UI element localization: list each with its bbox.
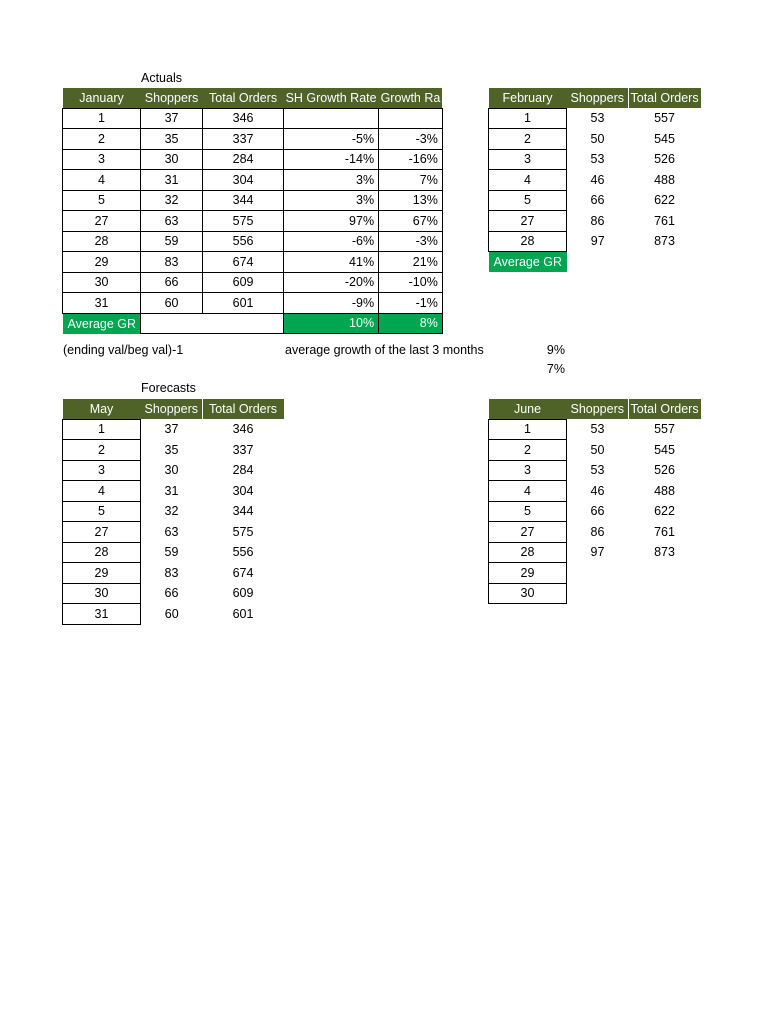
shoppers-cell: 31 [141,170,203,191]
header-total-orders: Total Orders [629,399,701,419]
to-growth-cell [379,108,443,129]
day-cell: 5 [63,190,141,211]
shoppers-cell: 32 [141,190,203,211]
day-cell: 3 [63,460,141,481]
total-orders-cell: 284 [203,149,284,170]
sh-growth-cell: 3% [284,190,379,211]
day-cell: 3 [489,460,567,481]
total-orders-cell: 761 [654,213,675,228]
day-cell: 28 [489,231,567,252]
to-growth-cell: -3% [379,129,443,150]
total-orders-cell: 526 [654,152,675,167]
total-orders-cell: 545 [654,442,675,457]
table-row [489,190,701,211]
total-orders-cell: 556 [232,545,254,560]
to-growth-cell: -1% [379,293,443,314]
shoppers-cell: 53 [590,111,605,126]
avg-growth-label: average growth of the last 3 months [285,343,484,357]
table-row [63,211,443,232]
header-growth-rate: Growth Ra [379,88,443,108]
shoppers-cell: 50 [590,131,605,146]
table-row [63,252,443,273]
day-cell: 1 [489,419,567,440]
shoppers-cell: 53 [590,152,605,167]
table-row [63,563,284,584]
header-month: May [63,399,141,419]
total-orders-cell: 556 [203,231,284,252]
table-row [489,542,701,563]
table-row [489,231,701,252]
table-row [489,501,701,522]
header-month: January [63,88,141,108]
table-row [63,190,443,211]
total-orders-cell [629,583,701,604]
to-growth-cell: 21% [379,252,443,273]
table-row [63,129,443,150]
average-sh-growth: 10% [284,313,379,334]
day-cell: 30 [489,583,567,604]
average-empty-cell [141,313,284,334]
total-orders-cell: 761 [654,524,675,539]
shoppers-cell: 35 [164,442,179,457]
shoppers-cell: 83 [164,565,179,580]
header-total-orders: Total Orders [629,88,701,108]
total-orders-cell: 557 [654,111,675,126]
header-month: June [489,399,567,419]
day-cell: 4 [489,481,567,502]
to-growth-cell: -3% [379,231,443,252]
shoppers-cell: 53 [590,463,605,478]
table-row [489,129,701,150]
total-orders-cell: 873 [654,234,675,249]
table-row [63,583,284,604]
day-cell: 28 [63,542,141,563]
total-orders-cell [629,563,701,584]
avg-growth-value-2: 7% [546,362,565,376]
total-orders-cell: 601 [203,293,284,314]
table-row [63,293,443,314]
shoppers-cell: 60 [164,606,179,621]
shoppers-cell: 83 [141,252,203,273]
to-growth-cell: 7% [379,170,443,191]
table-row [63,440,284,461]
day-cell: 30 [63,583,141,604]
total-orders-cell: 873 [654,545,675,560]
february-table [488,88,701,272]
table-row [489,440,701,461]
shoppers-cell: 50 [590,442,605,457]
shoppers-cell: 97 [590,234,605,249]
average-gr-label: Average GR [489,252,567,272]
day-cell: 31 [63,293,141,314]
day-cell: 4 [63,481,141,502]
shoppers-cell: 66 [590,193,605,208]
header-total-orders: Total Orders [203,88,284,108]
avg-growth-value-1: 9% [546,343,565,357]
sh-growth-cell: -14% [284,149,379,170]
table-row [63,460,284,481]
june-header-row [489,399,701,419]
total-orders-cell: 545 [654,131,675,146]
shoppers-cell: 59 [164,545,179,560]
table-row [63,272,443,293]
day-cell: 28 [489,542,567,563]
total-orders-cell: 337 [232,442,254,457]
shoppers-cell: 60 [141,293,203,314]
day-cell: 29 [63,252,141,273]
table-row [489,211,701,232]
total-orders-cell: 346 [232,422,254,437]
average-to-growth: 8% [379,313,443,334]
shoppers-cell: 63 [164,524,179,539]
day-cell: 27 [63,211,141,232]
to-growth-cell: 13% [379,190,443,211]
day-cell: 28 [63,231,141,252]
day-cell: 3 [489,149,567,170]
total-orders-cell: 575 [203,211,284,232]
day-cell: 27 [489,522,567,543]
shoppers-cell [567,563,629,584]
day-cell: 29 [63,563,141,584]
table-row [63,419,284,440]
table-row [489,583,701,604]
table-row [489,481,701,502]
shoppers-cell: 66 [590,504,605,519]
may-header-row [63,399,284,419]
table-row [63,149,443,170]
shoppers-cell: 53 [590,422,605,437]
february-average-row [489,252,701,272]
total-orders-cell: 575 [232,524,254,539]
total-orders-cell: 609 [232,586,254,601]
day-cell: 27 [489,211,567,232]
sh-growth-cell: 41% [284,252,379,273]
table-row [489,460,701,481]
to-growth-cell: 67% [379,211,443,232]
header-total-orders: Total Orders [203,399,284,419]
shoppers-cell: 86 [590,213,605,228]
table-row [63,522,284,543]
table-row [63,108,443,129]
header-shoppers: Shoppers [141,88,203,108]
table-row [63,170,443,191]
shoppers-cell: 30 [141,149,203,170]
header-shoppers: Shoppers [567,88,629,108]
total-orders-cell: 488 [654,483,675,498]
table-row [63,481,284,502]
forecasts-label: Forecasts [141,381,196,395]
total-orders-cell: 557 [654,422,675,437]
total-orders-cell: 674 [203,252,284,273]
day-cell: 30 [63,272,141,293]
january-average-row [63,313,443,334]
shoppers-cell: 37 [141,108,203,129]
header-shoppers: Shoppers [567,399,629,419]
sh-growth-cell: -6% [284,231,379,252]
day-cell: 1 [489,108,567,129]
day-cell: 2 [63,129,141,150]
table-row [489,522,701,543]
shoppers-cell: 46 [590,483,605,498]
shoppers-cell: 46 [590,172,605,187]
total-orders-cell: 344 [232,504,254,519]
day-cell: 5 [63,501,141,522]
shoppers-cell: 32 [164,504,179,519]
shoppers-cell: 31 [164,483,179,498]
shoppers-cell: 66 [141,272,203,293]
sh-growth-cell: -20% [284,272,379,293]
table-row [489,170,701,191]
total-orders-cell: 609 [203,272,284,293]
sh-growth-cell: 97% [284,211,379,232]
total-orders-cell: 622 [654,504,675,519]
january-header-row [63,88,443,108]
shoppers-cell: 35 [141,129,203,150]
sh-growth-cell: 3% [284,170,379,191]
june-table [488,399,701,604]
day-cell: 2 [489,440,567,461]
february-header-row [489,88,701,108]
day-cell: 4 [63,170,141,191]
day-cell: 5 [489,190,567,211]
shoppers-cell: 86 [590,524,605,539]
table-row [489,108,701,129]
total-orders-cell: 304 [232,483,254,498]
sh-growth-cell: -5% [284,129,379,150]
to-growth-cell: -16% [379,149,443,170]
table-row [63,604,284,625]
table-row [63,542,284,563]
shoppers-cell: 30 [164,463,179,478]
formula-note: (ending val/beg val)-1 [63,343,184,357]
day-cell: 3 [63,149,141,170]
shoppers-cell: 97 [590,545,605,560]
total-orders-cell: 526 [654,463,675,478]
header-month: February [489,88,567,108]
total-orders-cell: 601 [232,606,254,621]
actuals-label: Actuals [141,71,182,85]
table-row [489,419,701,440]
shoppers-cell: 66 [164,586,179,601]
table-row [63,231,443,252]
sh-growth-cell: -9% [284,293,379,314]
january-table [62,88,443,334]
day-cell: 4 [489,170,567,191]
day-cell: 29 [489,563,567,584]
table-row [63,501,284,522]
total-orders-cell: 346 [203,108,284,129]
total-orders-cell: 488 [654,172,675,187]
day-cell: 1 [63,419,141,440]
total-orders-cell: 304 [203,170,284,191]
shoppers-cell: 37 [164,422,179,437]
table-row [489,563,701,584]
shoppers-cell [567,583,629,604]
average-gr-label: Average GR [63,313,141,334]
shoppers-cell: 63 [141,211,203,232]
total-orders-cell: 337 [203,129,284,150]
day-cell: 5 [489,501,567,522]
may-table [62,399,284,625]
total-orders-cell: 674 [232,565,254,580]
shoppers-cell: 59 [141,231,203,252]
day-cell: 27 [63,522,141,543]
total-orders-cell: 344 [203,190,284,211]
header-shoppers: Shoppers [141,399,203,419]
table-row [489,149,701,170]
to-growth-cell: -10% [379,272,443,293]
sh-growth-cell [284,108,379,129]
day-cell: 31 [63,604,141,625]
day-cell: 2 [489,129,567,150]
total-orders-cell: 284 [232,463,254,478]
header-sh-growth-rate: SH Growth Rate [284,88,379,108]
day-cell: 2 [63,440,141,461]
day-cell: 1 [63,108,141,129]
total-orders-cell: 622 [654,193,675,208]
